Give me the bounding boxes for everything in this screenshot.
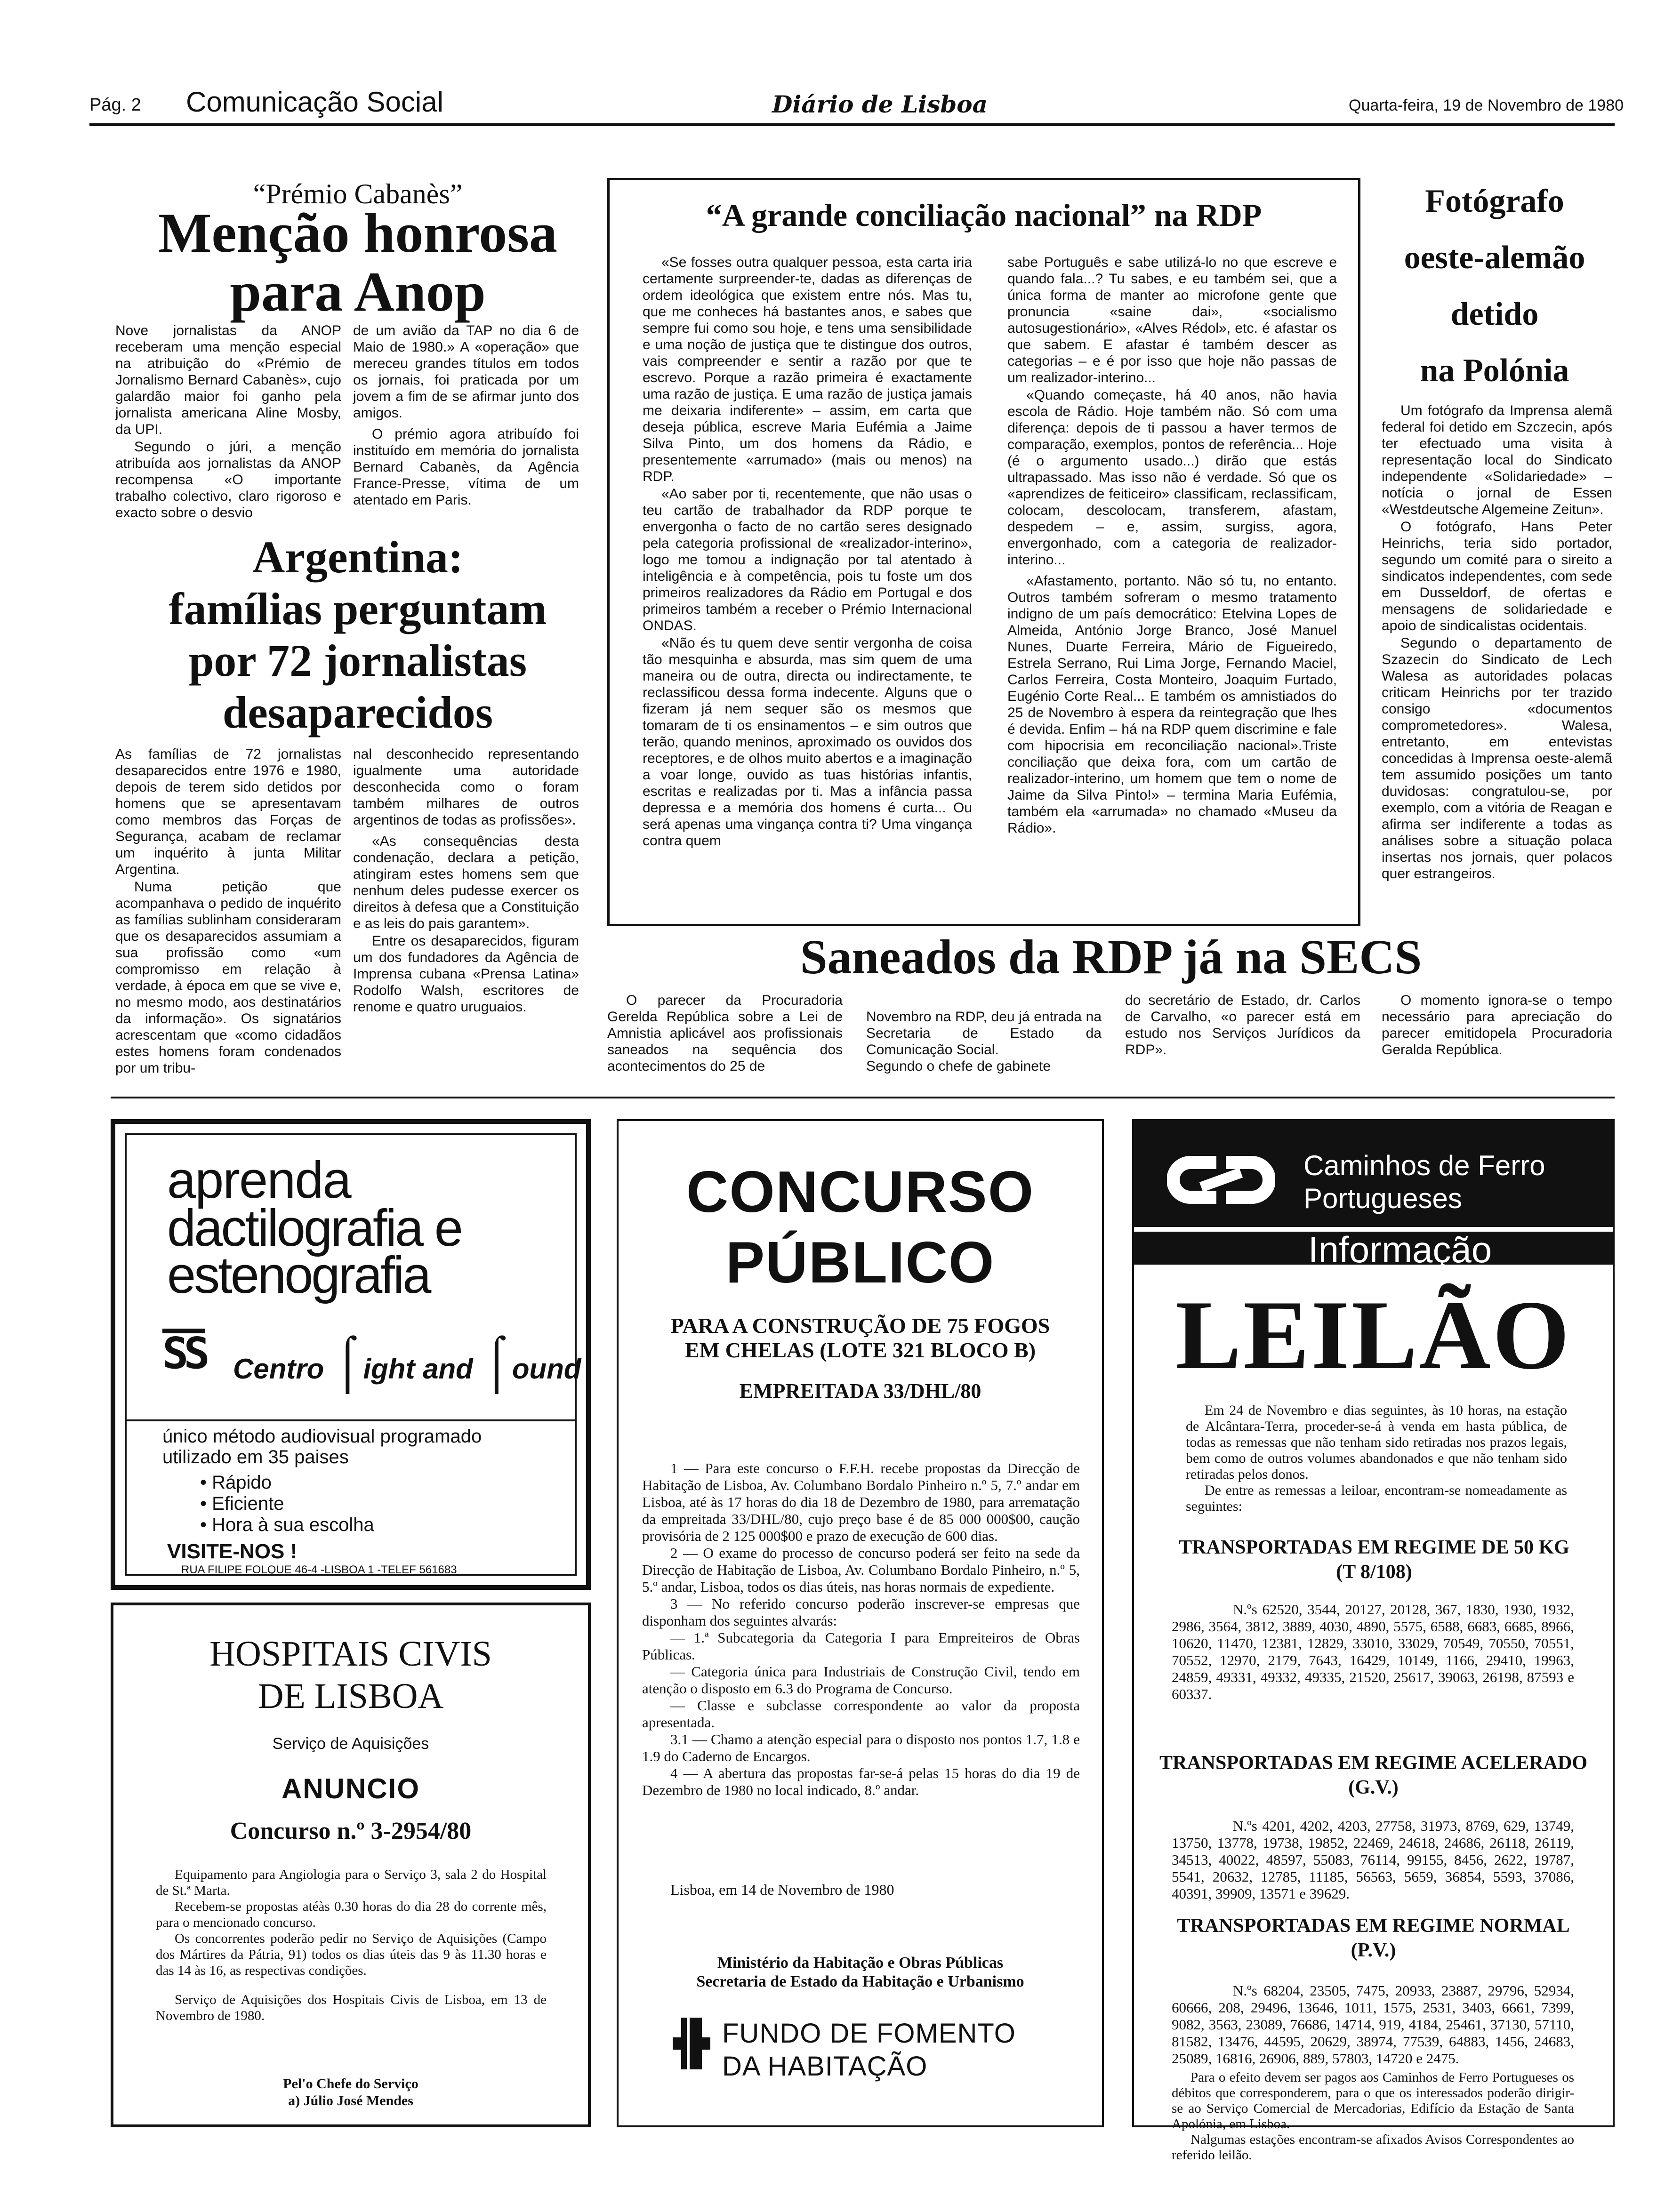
hospitais-anuncio: ANUNCIO bbox=[282, 1773, 420, 1804]
saneados-column-3 bbox=[1125, 992, 1360, 1058]
cp-numbers-3 bbox=[1172, 1982, 1574, 2067]
fund-name-1: FUNDO DE FOMENTO bbox=[722, 2018, 1016, 2049]
hospitais-body bbox=[156, 1867, 547, 2024]
issue-date: Quarta-feira, 19 de Novembro de 1980 bbox=[1349, 96, 1624, 114]
paragraph: «Afastamento, portanto. Não só tu, no entanto. Outros também sofreram o mesmo tratamento indigno de um país democrático: Etelvina Lopes de Almeida, António Jorge Branco, José Manuel Nunes, Duarte Ferreira, Mário de Figueiredo, Estrela Serrano, Rui Lima Jorge, Fernando Maciel, Carlos Ferreira, Costa Monteiro, Joaquim Furtado, Eugénio Corte Real... E também os amnistiados do 25 de Novembro à espera da reintegração que lhes é devida. Enfim – há na RDP quem discrimine e fale com hipocrisia em reconciliação nacional».Triste conciliação que deixa fora, com um cartão de realizador-interino, um homem que tem o nome de Jaime da Silva Pinto!» – termina Maria Eufémia, também ela «arrumada» no chamado «Museu da Rádio». bbox=[1007, 573, 1337, 836]
concurso-subtitle-2: EM CHELAS (LOTE 321 BLOCO B) bbox=[684, 1338, 1036, 1362]
saneados-column-4 bbox=[1382, 992, 1612, 1058]
paragraph: Novembro na RDP, deu já entrada na Secretaria de Estado da Comunicação Social. Segundo o chefe de gabinete bbox=[866, 1009, 1102, 1074]
paragraph: O parecer da Procuradoria Gerelda República sobre a Lei de Amnistia aplicável aos profissionais saneados na sequência dos acontecimentos do 25 de bbox=[607, 993, 843, 1074]
paragraph: N.ºs 62520, 3544, 20127, 20128, 367, 1830, 1930, 1932, 2986, 3564, 3812, 3889, 4030, 4890, 5575, 6588, 6683, 6685, 8966, 10620, 11470, 12381, 12829, 33010, 33029, 70549, 70550, 70551, 70552, 12970, 2179, 7643, 16429, 10149, 1166, 29410, 19963, 24859, 49331, 49332, 49335, 21520, 25617, 39063, 26198, 87593 e 60337. bbox=[1172, 1601, 1574, 1702]
argentina-title-line1: Argentina: bbox=[252, 532, 463, 582]
fund-name-2: DA HABITAÇÃO bbox=[722, 2051, 928, 2082]
rdp-column-1 bbox=[643, 254, 972, 849]
paragraph: sabe Português e sabe utilizá-lo no que escreve e quando fala...? Tu sabes, e eu também sei, que a única forma de manter ao microfone gente que pronuncia «saine dai», «socialismo autosugestionário», «Alves Rédol», etc. é afastar os que sabem. E afastar é também descer as categorias – e é por isso que hoje não passas de um realizador-interino... bbox=[1007, 255, 1337, 385]
ad-divider bbox=[125, 1419, 577, 1421]
paragraph: Entre os desaparecidos, figuram um dos fundadores da Agência de Imprensa cubana «Prensa Latina» Rodolfo Walsh, escritores de renome e quatro uruguaios. bbox=[353, 933, 579, 1015]
hospitais-title-1: HOSPITAIS CIVIS bbox=[209, 1634, 492, 1674]
paragraph: Equipamento para Angiologia para o Serviço 3, sala 2 do Hospital de St.ª Marta. bbox=[156, 1867, 547, 1898]
ad-cp-leilao bbox=[1132, 1119, 1615, 2163]
ad-concurso-publico bbox=[617, 1119, 1104, 2127]
fotografo-title-line2: oeste-alemão bbox=[1404, 240, 1585, 276]
paragraph: — 1.ª Subcategoria da Categoria I para Empreiteiros de Obras Públicas. bbox=[642, 1629, 1080, 1663]
paragraph: 3 — No referido concurso poderão inscrever-se empresas que disponham dos seguintes alvarás: bbox=[642, 1595, 1080, 1629]
anop-title-line2: para Anop bbox=[230, 260, 486, 323]
ad-tagline-2: utilizado em 35 paises bbox=[162, 1447, 349, 1467]
paragraph: Serviço de Aquisições dos Hospitais Civis de Lisboa, em 13 de Novembro de 1980. bbox=[156, 1992, 547, 2023]
ad-bullet: • Hora à sua escolha bbox=[200, 1515, 374, 1535]
paragraph: N.ºs 4201, 4202, 4203, 27758, 31973, 8769, 629, 13749, 13750, 13778, 19738, 19852, 22469, 24618, 24686, 26118, 26119, 34513, 40022, 48597, 55083, 76114, 99155, 8456, 2622, 19787, 5541, 20632, 12785, 11185, 56563, 5659, 36854, 5593, 37086, 40391, 39909, 13571 e 39629. bbox=[1172, 1818, 1574, 1902]
argentina-column-1 bbox=[115, 746, 341, 1076]
hospitais-title-2: DE LISBOA bbox=[257, 1676, 444, 1716]
brand-part: Centro bbox=[233, 1353, 324, 1385]
paragraph: N.ºs 68204, 23505, 7475, 20933, 23887, 29796, 52934, 60666, 208, 29496, 13646, 1011, 1575, 2531, 3403, 6661, 7399, 9082, 3563, 23089, 76686, 14714, 919, 4184, 25461, 37130, 57110, 81582, 13476, 44595, 20629, 38974, 77539, 64883, 1456, 24683, 25089, 16816, 26906, 889, 57803, 14720 e 2475. bbox=[1172, 1982, 1574, 2067]
cp-band-title: Informação bbox=[1308, 1229, 1492, 1270]
sight-sound-logo-icon: SS bbox=[162, 1328, 205, 1378]
ad-address: RUA FILIPE FOLQUE 46-4 -LISBOA 1 -TELEF 561683 bbox=[181, 1563, 457, 1576]
ad-headline-2: dactilografia e bbox=[167, 1199, 461, 1257]
concurso-body bbox=[642, 1460, 1080, 1799]
ad-headline-1: aprenda bbox=[167, 1151, 351, 1209]
ad-headline-3: estenografia bbox=[167, 1246, 430, 1304]
cp-numbers-2 bbox=[1172, 1818, 1574, 1902]
section-title: Comunicação Social bbox=[186, 86, 443, 118]
ad-bullet: • Rápido bbox=[200, 1472, 272, 1493]
cp-intro bbox=[1186, 1403, 1567, 1515]
page-number: Pág. 2 bbox=[89, 95, 141, 115]
masthead-rule bbox=[89, 123, 1615, 126]
paragraph: Um fotógrafo da Imprensa alemã federal foi detido em Szczecin, após ter efectuado uma visita à representação local do Sindicato independente «Solidariedade» – notícia o jornal de Essen «Westdeutsche Algemeine Zeitun». bbox=[1382, 403, 1612, 517]
hospitais-concurso: Concurso n.º 3-2954/80 bbox=[230, 1818, 472, 1844]
paragraph: Recebem-se propostas atéàs 0.30 horas do dia 28 do corrente mês, para o mencionado concurso. bbox=[156, 1899, 547, 1930]
hospitais-signature-2: a) Júlio José Mendes bbox=[288, 2093, 413, 2108]
paragraph: — Categoria única para Industriais de Construção Civil, tendo em atenção o disposto em 6.3 do Programa de Concurso. bbox=[642, 1663, 1080, 1697]
anop-column-1 bbox=[115, 322, 341, 521]
paragraph: Para o efeito devem ser pagos aos Caminhos de Ferro Portugueses os débitos que corresponderem, para o que os interessados poderão dirigir-se ao Serviço Comercial de Mercadorias, Edifício da Estação de Santa Apolónia, em Lisboa. bbox=[1172, 2070, 1574, 2132]
saneados-column-1 bbox=[607, 992, 843, 1074]
ad-cta: VISITE-NOS ! bbox=[167, 1540, 298, 1563]
anop-kicker: “Prémio Cabanès” bbox=[253, 178, 463, 209]
paragraph: Em 24 de Novembro e dias seguintes, às 10 horas, na estação de Alcântara-Terra, proceder-se-á à venda em hasta pública, de todas as remessas que não tenham sido retiradas nos prazos legais, bem como de outros volumes abandonados e que não tenham sido retiradas pelos donos. bbox=[1186, 1403, 1567, 1482]
cp-section-2-line2: (G.V.) bbox=[1348, 1777, 1399, 1798]
paragraph: «Ao saber por ti, recentemente, que não usas o teu cartão de trabalhador da RDP porque te envergonha o facto de no cartão seres designado pela categoria profissional de «realizador-interino», logo me tomou a indignação por tal atentado à inteligência e à competência, pois tu foste um dos primeiros realizadores da Rádio em Portugal e dos primeiros também a receber o Prémio Internacional ONDAS. bbox=[643, 486, 972, 633]
paragraph: nal desconhecido representando igualmente uma autoridade desconhecida como o foram também milhares de outros argentinos de todas as profissões». bbox=[353, 746, 579, 828]
paragraph: «As consequências desta condenação, declara a petição, atingiram estes homens sem que nenhum deles pudesse exercer os direitos à defesa que a Constituição e as leis do pais garantem». bbox=[353, 834, 579, 931]
paragraph: O momento ignora-se o tempo necessário para apreciação do parecer emitidopela Procuradoria Geralda República. bbox=[1382, 993, 1612, 1058]
hospitais-signature-1: Pel'o Chefe do Serviço bbox=[283, 2076, 418, 2092]
anop-title-line1: Menção honrosa bbox=[158, 201, 557, 264]
paragraph: do secretário de Estado, dr. Carlos de Carvalho, «o parecer está em estudo nos Serviços Jurídicos da RDP». bbox=[1125, 993, 1360, 1058]
paragraph: de um avião da TAP no dia 6 de Maio de 1980.» A «operação» que mereceu grandes títulos em todos os jornais, foi praticada por um jovem a fim de se afirmar junto dos amigos. bbox=[353, 323, 579, 421]
cp-section-3-line2: (P.V.) bbox=[1351, 1940, 1396, 1961]
argentina-title-line4: desaparecidos bbox=[222, 687, 493, 737]
anop-column-2 bbox=[353, 322, 579, 508]
paragraph: «Quando começaste, há 40 anos, não havia escola de Rádio. Hoje também não. Só com uma diferença: depois de ti passou a haver termos de comparação, exemplos, pontos de referência... Hoje (é o argumento usado...) dirão que estás ultrapassado. Mas isso não é verdade. Só que os «aprendizes de feiticeiro» classificam, reclassificam, colocam, descolocam, transferem, afastam, despedem – e, assim, surgiss, agora, envergonhado, com a categoria de realizador-interino... bbox=[1007, 387, 1337, 568]
fotografo-title-line3: detido bbox=[1450, 296, 1539, 332]
ad-bullet: • Eficiente bbox=[200, 1493, 284, 1514]
paragraph: 4 — A abertura das propostas far-se-á pelas 15 horas do dia 19 de Dezembro de 1980 no local indicado, 8.º andar. bbox=[642, 1765, 1080, 1798]
cp-brand-2: Portugueses bbox=[1303, 1183, 1462, 1214]
cp-section-3-line1: TRANSPORTADAS EM REGIME NORMAL bbox=[1177, 1915, 1570, 1937]
rdp-column-2 bbox=[1007, 254, 1337, 836]
paragraph: 1 — Para este concurso o F.F.H. recebe propostas da Direcção de Habitação de Lisboa, Av. Columbano Bordalo Pinheiro n.º 5, 7.º andar em Lisboa, até às 17 horas do dia 18 de Dezembro de 1980, para arrematação da empreitada 33/DHL/80, cujo preço base é de 85 000 000$00, caução provisória de 2 125 000$00 e prazo de execução de 600 dias. bbox=[642, 1460, 1080, 1544]
ad-hospitais bbox=[111, 1603, 591, 2127]
paragraph: Nove jornalistas da ANOP receberam uma menção especial na atribuição do «Prémio de Jornalismo Bernard Cabanès», cujo galardão maior foi ganho pela jornalista americana Aline Mosby, da UPI. bbox=[115, 323, 341, 437]
cp-outro bbox=[1172, 2070, 1574, 2163]
paragraph: — Classe e subclasse correspondente ao valor da proposta apresentada. bbox=[642, 1697, 1080, 1731]
cp-brand-1: Caminhos de Ferro bbox=[1303, 1150, 1545, 1181]
cp-numbers-1 bbox=[1172, 1601, 1574, 1703]
cp-section-1: TRANSPORTADAS EM REGIME DE 50 KG (T 8/108) bbox=[1179, 1537, 1569, 1583]
cp-section-2-line1: TRANSPORTADAS EM REGIME ACELERADO bbox=[1159, 1752, 1587, 1774]
paragraph: Numa petição que acompanhava o pedido de inquérito as famílias sublinham consideraram que os desaparecidos assumiam a sua profissão como «um compromisso em relação à verdade, à época em que se vive e, no mesmo modo, aos destinatários da informação». Os signatários acrescentam que «como cidadãos estes homens foram condenados por um tribu- bbox=[115, 879, 341, 1076]
paragraph: O fotógrafo, Hans Peter Heinrichs, teria sido portador, segundo um comité para o sireito a sindicatos independentes, com sede em Dusseldorf, de ofertas e mensagens de solidariedade e apoio de sindicalistas ocidentais. bbox=[1382, 519, 1612, 633]
paragraph: 2 — O exame do processo de concurso poderá ser feito na sede da Direcção de Habitação de Lisboa, Av. Columbano Bordalo Pinheiro, n.º 5, 5.º andar, Lisboa, todos os dias úteis, nas horas normais de expediente. bbox=[642, 1545, 1080, 1595]
argentina-title-line2: famílias perguntam bbox=[169, 584, 547, 634]
fotografo-title-line1: Fotógrafo bbox=[1425, 183, 1564, 219]
hospitais-service: Serviço de Aquisições bbox=[272, 1735, 429, 1753]
newspaper-logo: Diário de Lisboa bbox=[772, 90, 988, 118]
paragraph: 3.1 — Chamo a atenção especial para o disposto nos pontos 1.7, 1.8 e 1.9 do Caderno de Encargos. bbox=[642, 1731, 1080, 1764]
concurso-ministry-1: Ministério da Habitação e Obras Públicas bbox=[717, 1954, 1004, 1972]
concurso-ministry-2: Secretaria de Estado da Habitação e Urbanismo bbox=[696, 1973, 1024, 1990]
paragraph: De entre as remessas a leiloar, encontram-se nomeadamente as seguintes: bbox=[1186, 1483, 1567, 1514]
saneados-column-2 bbox=[866, 992, 1102, 1091]
concurso-empreitada: EMPREITADA 33/DHL/80 bbox=[739, 1379, 981, 1403]
fundo-fomento-logo-icon bbox=[673, 2018, 710, 2069]
fotografo-body bbox=[1382, 402, 1612, 882]
paragraph: «Não és tu quem deve sentir vergonha de coisa tão mesquinha e absurda, mas sim quem de uma maneira ou de outra, directa ou indirectamente, te reclassificou dessa forma indecente. Alguns que o fizeram já nem sequer são os mesmos que tomaram de ti os ensinamentos – e sim outros que terão, quando meninos, aproximado os ouvidos dos receptores, e de olhos muito abertos e a imaginação a voar longe, ouvido as tuas histórias infantis, escritas e realizadas por ti. Mas a infância passa depressa e a memória dos homens é curta... Ou será apenas uma vingança contra ti? Uma vingança contra quem bbox=[643, 635, 972, 849]
argentina-title-line3: por 72 jornalistas bbox=[188, 635, 527, 686]
fotografo-title-line4: na Polónia bbox=[1420, 353, 1569, 389]
concurso-title-2: PÚBLICO bbox=[725, 1230, 995, 1295]
brand-part: ight and bbox=[363, 1353, 473, 1385]
paragraph: Os concorrentes poderão pedir no Serviço de Aquisições (Campo dos Mártires da Pátria, 91) todos os dias úteis das 9 às 11.30 horas e das 14 às 16, as respectivas condições. bbox=[156, 1931, 547, 1978]
saneados-title: Saneados da RDP já na SECS bbox=[800, 930, 1422, 984]
brand-part: ound bbox=[512, 1353, 581, 1385]
ad-sight-sound bbox=[111, 1119, 591, 1590]
concurso-title-1: CONCURSO bbox=[686, 1160, 1035, 1225]
rdp-title: “A grande conciliação nacional” na RDP bbox=[706, 197, 1262, 233]
concurso-subtitle-1: PARA A CONSTRUÇÃO DE 75 FOGOS bbox=[670, 1314, 1050, 1338]
paragraph: Segundo o departamento de Szazecin do Sindicato de Lech Walesa as autoridades polacas criticam Heinrichs por ter trazido consigo «documentos comprometedores». Walesa, entretanto, em entevistas concedidas à Imprensa oeste-alemã tem assumido posições um tanto duvidosas: congratulou-se, por exemplo, com a vitória de Reagan e afirma ser indiferente a todas as análises sobre a situação polaca insertas nos jornais, quer polacos quer estrangeiros. bbox=[1382, 635, 1612, 882]
sight-sound-brand: Centro ⌠ight and ⌠ound bbox=[233, 1332, 581, 1390]
paragraph: Segundo o júri, a menção atribuída aos jornalistas da ANOP recompensa «O importante trabalho colectivo, claro rigoroso e exacto sobre o desvio bbox=[115, 439, 341, 521]
paragraph: «Se fosses outra qualquer pessoa, esta carta iria certamente surpreender-te, dadas as diferenças de ordem ideológica que existem entre nós. Mas tu, que me conheces há bastantes anos, e sabes que sempre fui como sou hoje, e tens uma sensibilidade e uma noção de justiça que te distingue dos outros, vais compreender e sentir a razão por que te escrevo. Porque a razão primeira é exactamente uma razão de justiça. E uma razão de justiça jamais me deixaria indiferente» – assim, em carta que deseja pública, escreve Maria Eufémia a Jaime Silva Pinto, um dos homens da Rádio, e presentemente «arrumado» (mais ou menos) na RDP. bbox=[643, 255, 972, 484]
concurso-date: Lisboa, em 14 de Novembro de 1980 bbox=[670, 1881, 894, 1898]
paragraph: O prémio agora atribuído foi instituído em memória do jornalista Bernard Cabanès, da Agência France-Presse, vítima de um atentado em Paris. bbox=[353, 426, 579, 508]
ad-tagline-1: único método audiovisual programado bbox=[162, 1426, 482, 1447]
cp-logo-icon bbox=[1167, 1154, 1275, 1206]
paragraph: As famílias de 72 jornalistas desaparecidos entre 1976 e 1980, depois de terem sido detidos por homens que se apresentavam como membros das Forças de Segurança, acabam de reclamar um inquérito à junta Militar Argentina. bbox=[115, 746, 341, 877]
cp-leilao-title: LEILÃO bbox=[1175, 1281, 1571, 1390]
section-divider bbox=[111, 1097, 1615, 1098]
paragraph: Nalgumas estações encontram-se afixados Avisos Correspondentes ao referido leilão. bbox=[1172, 2132, 1574, 2163]
argentina-column-2 bbox=[353, 746, 579, 1015]
